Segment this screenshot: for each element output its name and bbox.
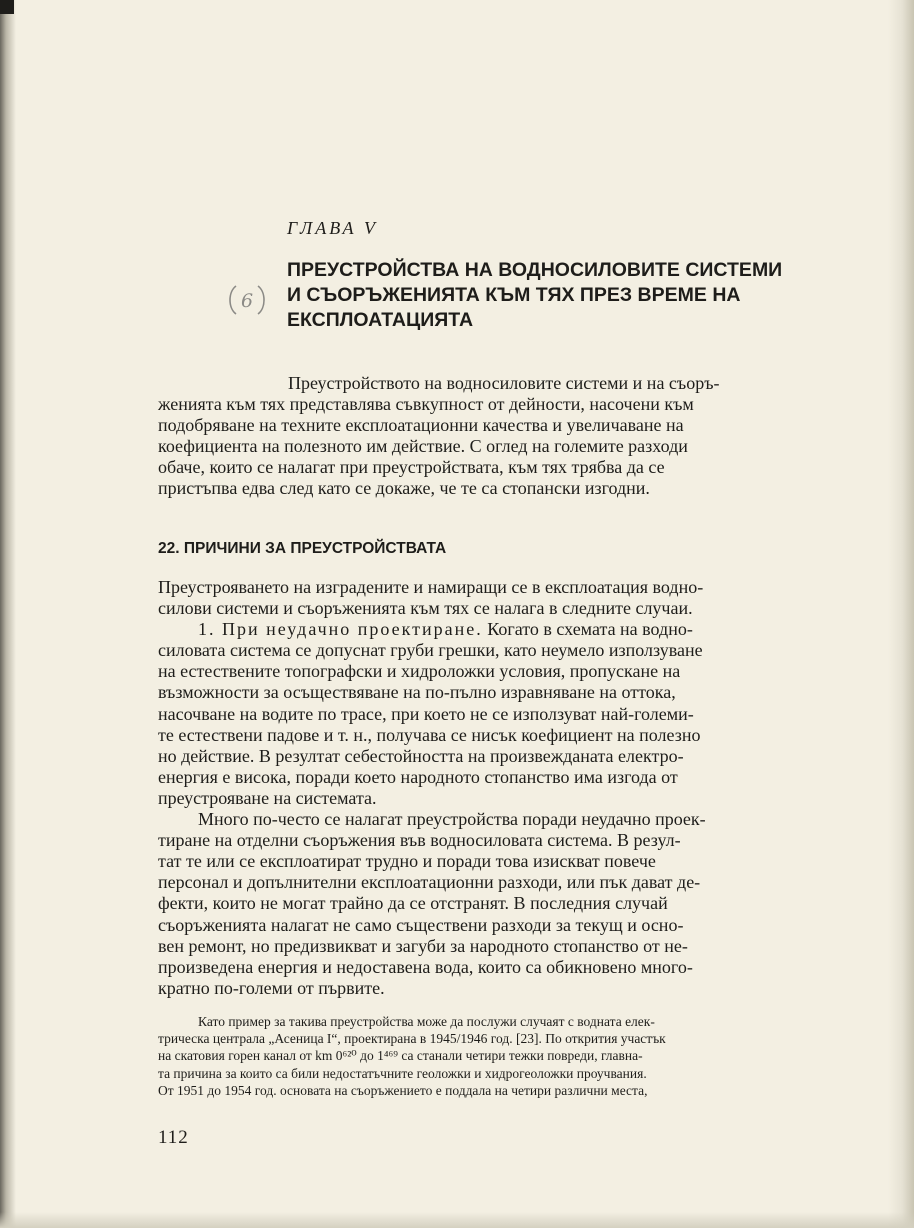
body-line: тиране на отделни съоръжения във водносиловата система. В резул-: [158, 830, 681, 851]
body-line: на естествените топографски и хидроложки условия, пропускане на: [158, 661, 681, 682]
body-line: произведена енергия и недоставена вода, които са обикновено много-: [158, 956, 693, 977]
section-body: [158, 577, 850, 999]
page-number: 112: [158, 1127, 189, 1148]
scan-left-edge: [0, 0, 16, 1228]
chapter-title: ПРЕУСТРОЙСТВА НА ВОДНОСИЛОВИТЕ СИСТЕМИ И СЪОРЪЖЕНИЯТА КЪМ ТЯХ ПРЕЗ ВРЕМЕ НА ЕКСПЛОАТАЦИЯТА: [287, 259, 783, 331]
footnote-line: От 1951 до 1954 год. основата на съоръжението е поддала на четири различни места,: [158, 1082, 648, 1098]
body-line: силови системи и съоръженията към тях се налага в следните случаи.: [158, 598, 693, 619]
scan-right-edge: [888, 0, 914, 1228]
body-line: тат те или се експлоатират трудно и поради това изискват повече: [158, 851, 656, 872]
scan-corner-mark: [0, 0, 14, 14]
item1-rest: Когато в схемата на водно-: [482, 619, 693, 640]
body-line: вен ремонт, но предизвикват и загуби за народното стопанство от не-: [158, 935, 688, 956]
body-line: силовата система се допуснат груби грешки, като неумело използуване: [158, 640, 703, 661]
body-line: съоръженията налагат не само съществени разходи за текущ и осно-: [158, 914, 684, 935]
body-line: кратно по-големи от първите.: [158, 977, 385, 998]
item1-line: [158, 619, 850, 640]
footnote-line: Като пример за такива преустройства може да послужи случаят с водната елек-: [198, 1014, 655, 1029]
body-line: персонал и допълнителни експлоатационни разходи, или пък дават де-: [158, 872, 701, 893]
intro-line: пристъпва едва след като се докаже, че те са стопански изгодни.: [158, 478, 650, 499]
item1-lead: 1. При неудачно проектиране.: [198, 619, 483, 640]
intro-line: подобряване на техните експлоатационни качества и увеличаване на: [158, 415, 684, 436]
body-line: фекти, които не могат трайно да се отстранят. В последния случай: [158, 893, 668, 914]
intro-line: Преустройството на водносиловите системи и на съоръ-: [288, 373, 720, 393]
body-line: насочване на водите по трасе, при което не се използуват най-големи-: [158, 703, 694, 724]
intro-line: женията към тях представлява съвкупност от дейности, насочени към: [158, 394, 694, 415]
chapter-label: ГЛАВА V: [287, 218, 378, 238]
body-line: Много по-често се налагат преустройства поради неудачно проек-: [198, 809, 706, 830]
body-line: преустрояване на системата.: [158, 787, 377, 808]
scan-bottom-edge: [0, 1212, 914, 1228]
intro-line: коефициента на полезното им действие. С оглед на големите разходи: [158, 436, 688, 457]
handwritten-page-marker: [226, 282, 268, 318]
footnote-line: та причина за които са били недостатъчните геоложки и хидрогеоложки проучвания.: [158, 1065, 647, 1081]
intro-line: обаче, които се налагат при преустройствата, към тях трябва да се: [158, 457, 665, 478]
intro-paragraph: [158, 373, 850, 500]
body-line: Преустрояването на изградените и намиращи се в експлоатация водно-: [158, 577, 704, 597]
marker-digit: 6: [240, 290, 254, 312]
body-line: възможности за осъществяване на по-пълно изравняване на оттока,: [158, 682, 676, 703]
body-line: енергия е висока, поради което народното стопанство има изгода от: [158, 766, 678, 787]
body-line: но действие. В резултат себестойността на произвежданата електро-: [158, 745, 684, 766]
section-heading: 22. ПРИЧИНИ ЗА ПРЕУСТРОЙСТВАТА: [158, 540, 447, 557]
footnote-line: на скатовия горен канал от km 0⁶²⁰ до 1⁴⁶⁹ са станали четири тежки повреди, главна-: [158, 1048, 643, 1064]
body-line: те естествени падове и т. н., получава се нисък коефициент на полезно: [158, 724, 701, 745]
footnote-line: трическа централа „Асеница I“, проектирана в 1945/1946 год. [23]. По открития участък: [158, 1031, 666, 1047]
footnote: [158, 1013, 842, 1099]
